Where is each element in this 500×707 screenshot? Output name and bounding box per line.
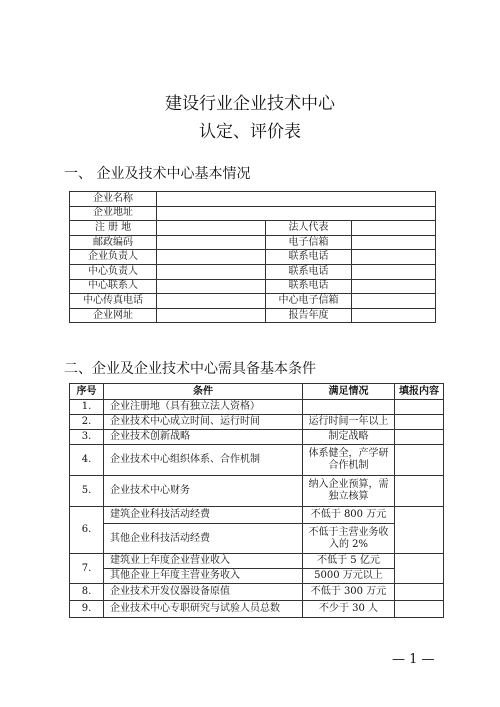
table-row [70,554,444,569]
fill-content-cell[interactable] [395,507,444,554]
condition-cell: 企业注册地（具有独立法人资格） [104,400,303,415]
field-value[interactable] [157,206,436,221]
field-label: 联系电话 [266,250,352,265]
table-row [70,430,444,445]
table-row [70,524,444,554]
field-label: 中心传真电话 [70,294,157,309]
table-row [70,415,444,430]
table-row [70,507,444,524]
table-row [70,264,436,279]
condition-cell: 其他企业上年度主营业务收入 [104,569,303,584]
section1-heading: 一、 企业及技术中心基本情况 [64,166,251,182]
table-row [70,279,436,294]
field-label: 中心电子信箱 [266,294,352,309]
field-label: 注 册 地 [70,221,157,236]
row-number: 8. [70,584,104,601]
satisfaction-cell: 运行时间一年以上 [303,415,395,430]
satisfaction-cell: 不低于 5 亿元 [303,554,395,569]
condition-cell: 建筑业上年度企业营业收入 [104,554,303,569]
condition-cell: 其他企业科技活动经费 [104,524,303,554]
field-label: 报告年度 [266,308,352,323]
condition-cell: 企业技术中心财务 [104,476,303,507]
field-label: 电子信箱 [266,235,352,250]
satisfaction-cell [303,400,395,415]
satisfaction-cell: 纳入企业预算，需独立核算 [303,476,395,507]
table-row [70,206,436,221]
fill-content-cell[interactable] [395,400,444,415]
fill-content-cell[interactable] [395,445,444,476]
field-label: 中心联系人 [70,279,157,294]
field-value[interactable] [352,221,436,236]
condition-cell: 建筑企业科技活动经费 [104,507,303,524]
table-row [70,250,436,265]
field-label: 中心负责人 [70,264,157,279]
table-row [70,235,436,250]
field-value[interactable] [352,250,436,265]
conditions-table [69,383,444,618]
condition-cell: 企业技术中心专职研究与试验人员总数 [104,601,303,618]
row-number: 5. [70,476,104,507]
fill-content-cell[interactable] [395,601,444,618]
field-label: 联系电话 [266,279,352,294]
field-label: 企业网址 [70,308,157,323]
fill-content-cell[interactable] [395,584,444,601]
field-value[interactable] [157,221,266,236]
row-number: 4. [70,445,104,476]
table-row [70,221,436,236]
table-row [70,308,436,323]
fill-content-cell[interactable] [395,430,444,445]
condition-cell: 企业技术开发仪器设备原值 [104,584,303,601]
row-number: 3. [70,430,104,445]
section2-heading: 二、企业及企业技术中心需具备基本条件 [64,361,316,377]
field-label: 企业负责人 [70,250,157,265]
field-value[interactable] [352,308,436,323]
row-number: 7. [70,554,104,584]
satisfaction-cell: 不少于 30 人 [303,601,395,618]
field-value[interactable] [352,279,436,294]
satisfaction-cell: 体系健全，产学研合作机制 [303,445,395,476]
field-value[interactable] [157,250,266,265]
table-row [70,584,444,601]
fill-content-cell[interactable] [395,415,444,430]
fill-content-cell[interactable] [395,554,444,584]
field-label: 企业名称 [70,192,157,207]
table-row [70,445,444,476]
table-row [70,601,444,618]
field-label: 联系电话 [266,264,352,279]
satisfaction-cell: 不低于 800 万元 [303,507,395,524]
table-header-row [70,384,444,400]
row-number: 9. [70,601,104,618]
column-header-satisfaction: 满足情况 [303,384,395,400]
field-value[interactable] [157,294,266,309]
field-label: 法人代表 [266,221,352,236]
field-value[interactable] [157,308,266,323]
field-value[interactable] [157,264,266,279]
field-label: 邮政编码 [70,235,157,250]
field-value[interactable] [157,279,266,294]
satisfaction-cell: 5000 万元以上 [303,569,395,584]
field-label: 企业地址 [70,206,157,221]
field-value[interactable] [352,264,436,279]
condition-cell: 企业技术中心组织体系、合作机制 [104,445,303,476]
document-title: 建设行业企业技术中心 [165,94,335,114]
fill-content-cell[interactable] [395,476,444,507]
table-row [70,400,444,415]
column-header-fill-content: 填报内容 [395,384,444,400]
field-value[interactable] [157,192,436,207]
basic-info-table [69,191,436,323]
row-number: 1. [70,400,104,415]
field-value[interactable] [352,235,436,250]
table-row [70,294,436,309]
satisfaction-cell: 不低于主营业务收入的 2% [303,524,395,554]
page-number: — 1 — [392,652,435,667]
field-value[interactable] [157,235,266,250]
field-value[interactable] [352,294,436,309]
document-subtitle: 认定、评价表 [199,122,301,142]
column-header-no: 序号 [70,384,104,400]
column-header-condition: 条件 [104,384,303,400]
table-row [70,569,444,584]
condition-cell: 企业技术创新战略 [104,430,303,445]
row-number: 2. [70,415,104,430]
table-row [70,476,444,507]
table-row [70,192,436,207]
satisfaction-cell: 不低于 300 万元 [303,584,395,601]
condition-cell: 企业技术中心成立时间、运行时间 [104,415,303,430]
satisfaction-cell: 制定战略 [303,430,395,445]
row-number: 6. [70,507,104,554]
